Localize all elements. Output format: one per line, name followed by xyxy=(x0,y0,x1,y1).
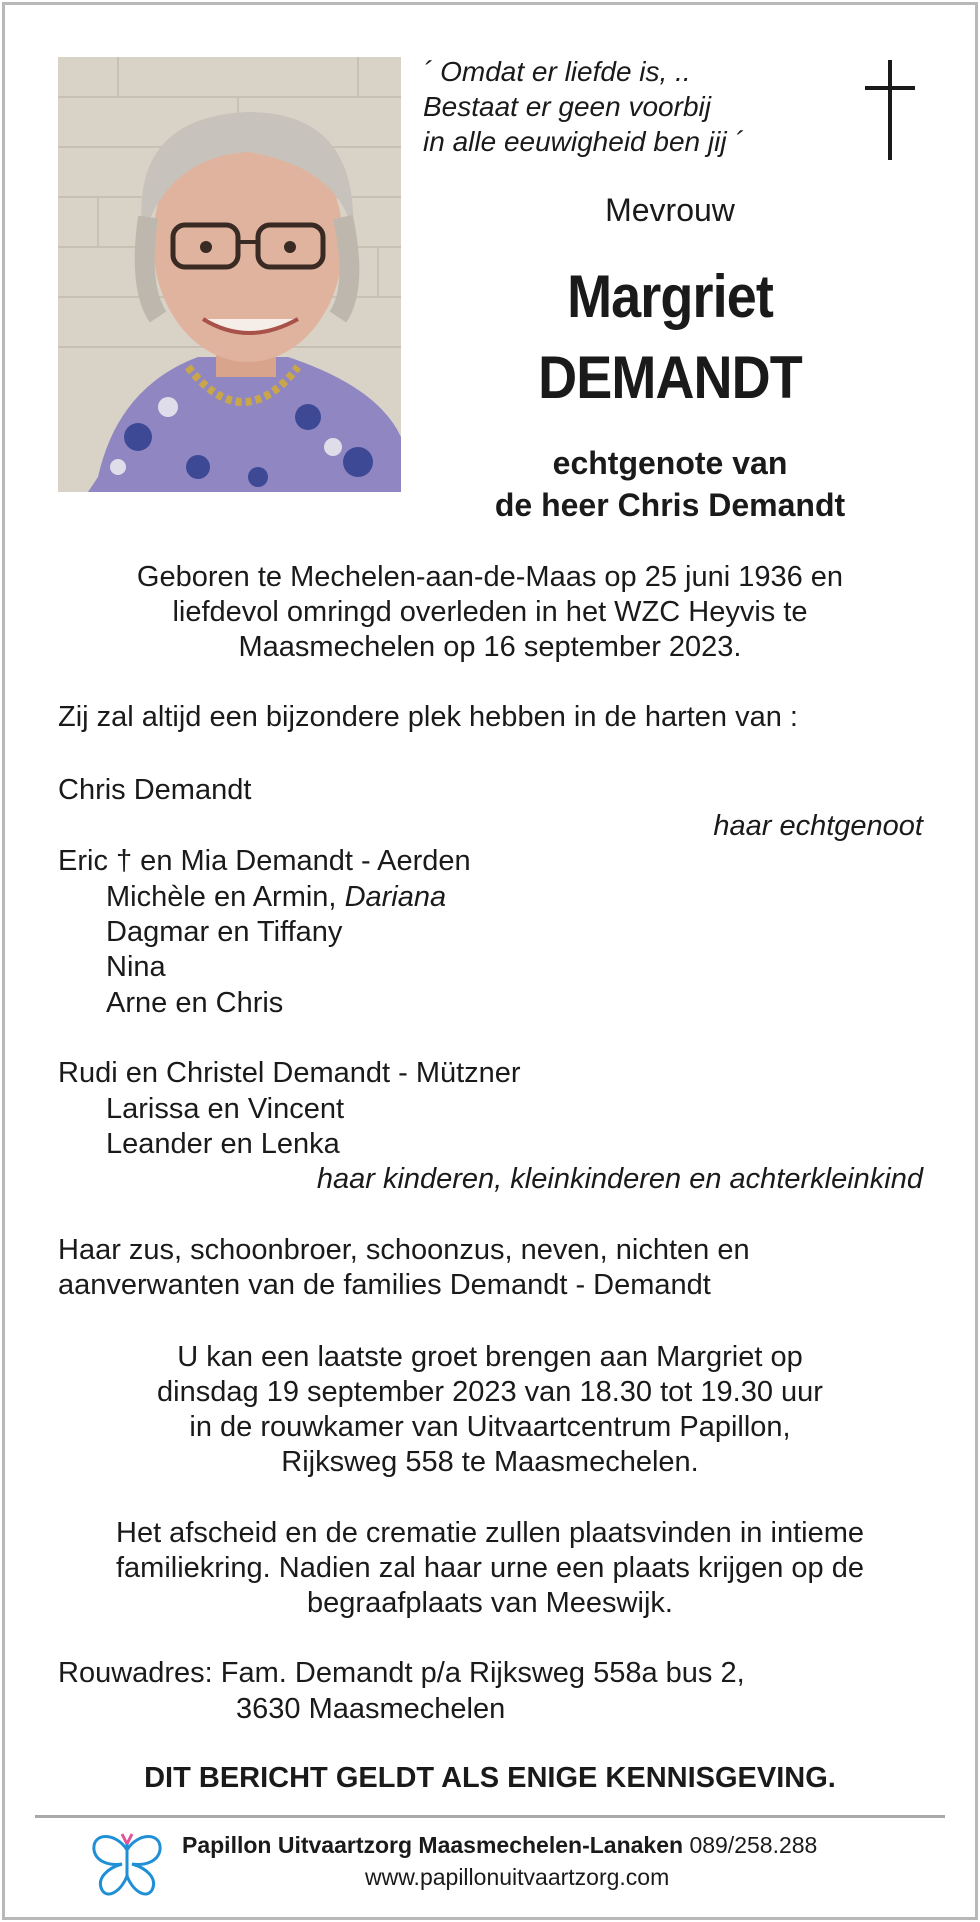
grandchild-entry xyxy=(106,880,446,915)
mourning-address: Rouwadres: Fam. Demandt p/a Rijksweg 558a bus 2, xyxy=(58,1657,745,1689)
family-intro: Zij zal altijd een bijzondere plek hebben in de harten van : xyxy=(58,701,798,733)
grandchild-entry: Larissa en Vincent xyxy=(106,1093,345,1125)
paragraph-line: U kan een laatste groet brengen aan Margriet op xyxy=(177,1341,803,1373)
quote-line: in alle eeuwigheid ben jij ´ xyxy=(423,126,744,157)
other-relatives: aanverwanten van de families Demandt - Demandt xyxy=(58,1269,711,1301)
paragraph-line: Geboren te Mechelen-aan-de-Maas op 25 juni 1936 en xyxy=(136,561,844,593)
mourning-address-city: 3630 Maasmechelen xyxy=(236,1693,506,1725)
quote-line: ´ Omdat er liefde is, .. xyxy=(423,56,691,87)
grandchild-entry: Leander en Lenka xyxy=(106,1128,340,1160)
family-husband: Chris Demandt xyxy=(58,774,252,806)
spouse-info xyxy=(430,442,910,526)
last-name: DEMANDT xyxy=(538,344,802,411)
husband-role: haar echtgenoot xyxy=(713,810,923,842)
grandchild-names: Michèle en Armin, xyxy=(106,881,337,913)
butterfly-logo-icon xyxy=(88,1828,166,1900)
footer-divider xyxy=(35,1815,945,1818)
paragraph-line: dinsdag 19 september 2023 van 18.30 tot 19.30 uur xyxy=(157,1376,823,1408)
birth-death-paragraph xyxy=(60,560,920,665)
paragraph-line: liefdevol omringd overleden in het WZC Heyvis te xyxy=(172,596,808,628)
children-role: haar kinderen, kleinkinderen en achterkleinkind xyxy=(316,1163,923,1195)
paragraph-line: begraafplaats van Meeswijk. xyxy=(307,1587,673,1619)
spouse-line: de heer Chris Demandt xyxy=(494,487,846,523)
family-child: Eric † en Mia Demandt - Aerden xyxy=(58,845,471,877)
grandchild-entry: Dagmar en Tiffany xyxy=(106,916,343,948)
paragraph-line: familiekring. Nadien zal haar urne een plaats krijgen op de xyxy=(116,1552,864,1584)
portrait-photo xyxy=(58,57,401,492)
spouse-line: echtgenote van xyxy=(552,445,788,481)
grandchild-entry: Nina xyxy=(106,951,166,983)
paragraph-line: in de rouwkamer van Uitvaartcentrum Papillon, xyxy=(189,1411,791,1443)
firm-website[interactable]: www.papillonuitvaartzorg.com xyxy=(365,1864,670,1890)
paragraph-line: Rijksweg 558 te Maasmechelen. xyxy=(281,1446,699,1478)
other-relatives: Haar zus, schoonbroer, schoonzus, neven, nichten en xyxy=(58,1234,750,1266)
firm-name: Papillon Uitvaartzorg Maasmechelen-Lanaken xyxy=(182,1832,684,1858)
firm-phone[interactable]: 089/258.288 xyxy=(689,1832,818,1858)
first-name: Margriet xyxy=(567,263,773,330)
visitation-info xyxy=(60,1340,920,1480)
cross-icon xyxy=(865,60,915,160)
family-child: Rudi en Christel Demandt - Mützner xyxy=(58,1057,521,1089)
grandchild-entry: Arne en Chris xyxy=(106,987,284,1019)
title-salutation: Mevrouw xyxy=(605,192,735,228)
memorial-quote xyxy=(423,54,843,159)
paragraph-line: Maasmechelen op 16 september 2023. xyxy=(238,631,742,663)
farewell-info xyxy=(60,1516,920,1621)
quote-line: Bestaat er geen voorbij xyxy=(423,91,711,122)
great-grandchild-name: Dariana xyxy=(344,881,447,913)
footer-firm-line xyxy=(182,1832,817,1859)
paragraph-line: Het afscheid en de crematie zullen plaatsvinden in intieme xyxy=(116,1517,864,1549)
notice-statement: DIT BERICHT GELDT ALS ENIGE KENNISGEVING. xyxy=(144,1762,836,1794)
